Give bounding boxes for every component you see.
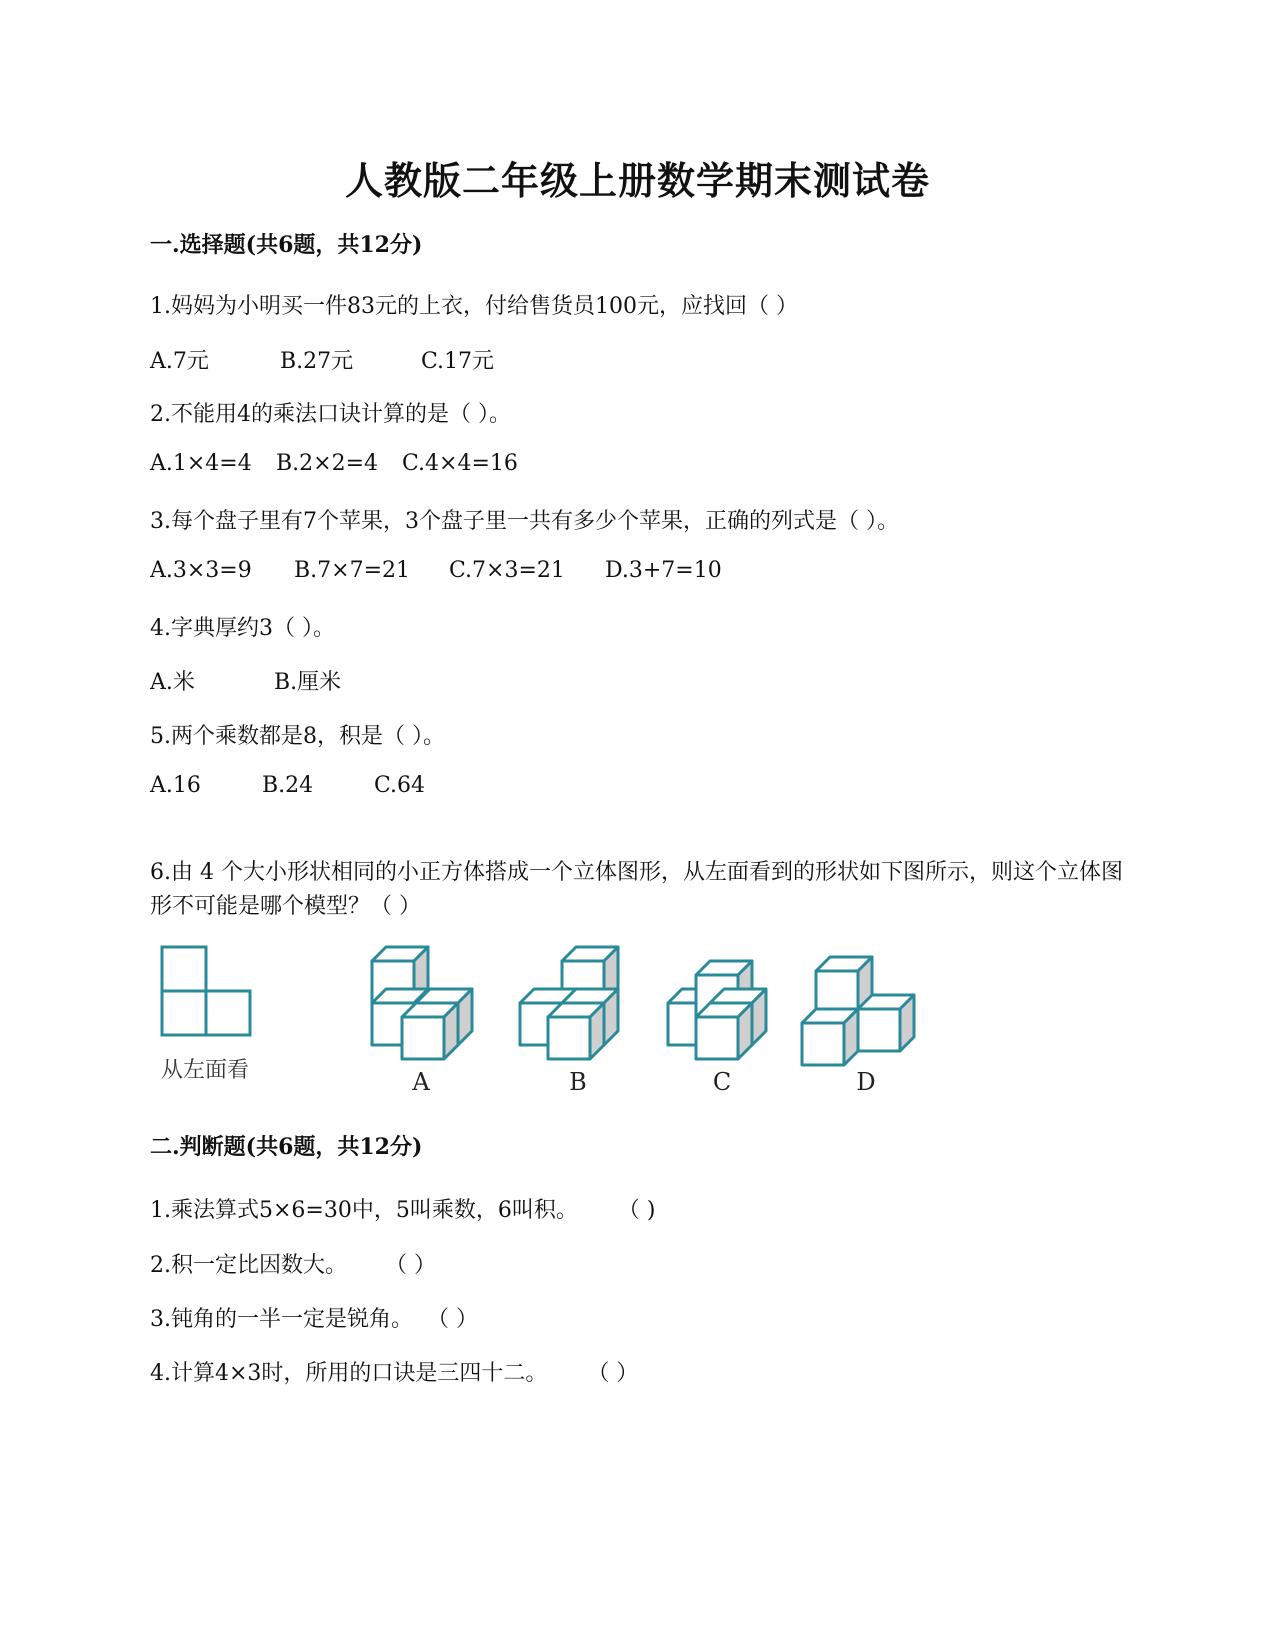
model-label-d: D xyxy=(856,1068,876,1096)
option: A.米 xyxy=(150,670,195,695)
model-label-a: A xyxy=(412,1068,430,1096)
model-label-c: C xyxy=(712,1068,732,1096)
question-options xyxy=(150,344,494,375)
option: D.3+7=10 xyxy=(605,558,722,583)
option: C.4×4=16 xyxy=(402,451,518,476)
model-b-diagram xyxy=(520,947,618,1059)
judge-item xyxy=(150,1302,478,1333)
question-options xyxy=(150,451,518,476)
question-text: 3.每个盘子里有7个苹果，3个盘子里一共有多少个苹果，正确的列式是（ ）。 xyxy=(150,509,899,534)
question-options xyxy=(150,773,425,798)
option: B.7×7=21 xyxy=(294,558,411,583)
cube-face xyxy=(858,1009,900,1051)
question-text: 4.字典厚约3（ ）。 xyxy=(150,616,335,641)
answer-blank[interactable]: （ ） xyxy=(385,1253,436,1278)
model-c-diagram xyxy=(668,961,766,1059)
judge-text: 1.乘法算式5×6=30中，5叫乘数，6叫积。 xyxy=(150,1198,578,1223)
option: A.1×4=4 xyxy=(150,451,252,476)
judge-item xyxy=(150,1356,638,1387)
question-text: 2.不能用4的乘法口诀计算的是（ ）。 xyxy=(150,402,511,427)
option: A.7元 xyxy=(150,349,209,374)
option: B.27元 xyxy=(280,349,354,374)
question-text: 1.妈妈为小明买一件83元的上衣，付给售货员100元，应找回（ ） xyxy=(150,294,798,319)
judge-item xyxy=(150,1193,655,1224)
option: C.17元 xyxy=(421,349,495,374)
option: C.7×3=21 xyxy=(449,558,565,583)
judge-text: 2.积一定比因数大。 xyxy=(150,1253,347,1278)
judge-item xyxy=(150,1248,436,1279)
question-options xyxy=(150,665,341,696)
option: B.2×2=4 xyxy=(276,451,379,476)
cube-face xyxy=(816,971,858,1013)
option: B.24 xyxy=(262,773,314,798)
section-heading-choice: 一.选择题(共6题，共12分) xyxy=(150,232,423,258)
cube-figure xyxy=(150,945,970,1125)
question-options xyxy=(150,558,722,583)
option: A.16 xyxy=(150,773,201,798)
model-d-diagram xyxy=(802,957,914,1065)
judge-text: 4.计算4×3时，所用的口诀是三四十二。 xyxy=(150,1361,548,1386)
cube-face xyxy=(402,1017,444,1059)
option: C.64 xyxy=(374,773,426,798)
question-text: 6.由 4 个大小形状相同的小正方体搭成一个立体图形，从左面看到的形状如下图所示，则这个立体图形不可能是哪个模型？（ ） xyxy=(150,860,1123,919)
cube-face xyxy=(802,1023,844,1065)
cube-face xyxy=(696,1017,738,1059)
section-heading-judge: 二.判断题(共6题，共12分) xyxy=(150,1134,423,1160)
model-label-b: B xyxy=(569,1068,587,1096)
option: B.厘米 xyxy=(274,670,342,695)
left-view-label: 从左面看 xyxy=(160,1058,250,1083)
model-a-diagram xyxy=(372,947,472,1059)
answer-blank[interactable]: （ ) xyxy=(617,1198,656,1223)
cube-face xyxy=(548,1017,590,1059)
left-view-diagram xyxy=(162,947,250,1035)
page-title: 人教版二年级上册数学期末测试卷 xyxy=(344,158,930,203)
question-text: 5.两个乘数都是8，积是（ ）。 xyxy=(150,724,445,749)
answer-blank[interactable]: （ ） xyxy=(587,1361,639,1386)
judge-text: 3.钝角的一半一定是锐角。 xyxy=(150,1307,413,1332)
answer-blank[interactable]: （ ） xyxy=(427,1307,478,1332)
option: A.3×3=9 xyxy=(150,558,252,583)
